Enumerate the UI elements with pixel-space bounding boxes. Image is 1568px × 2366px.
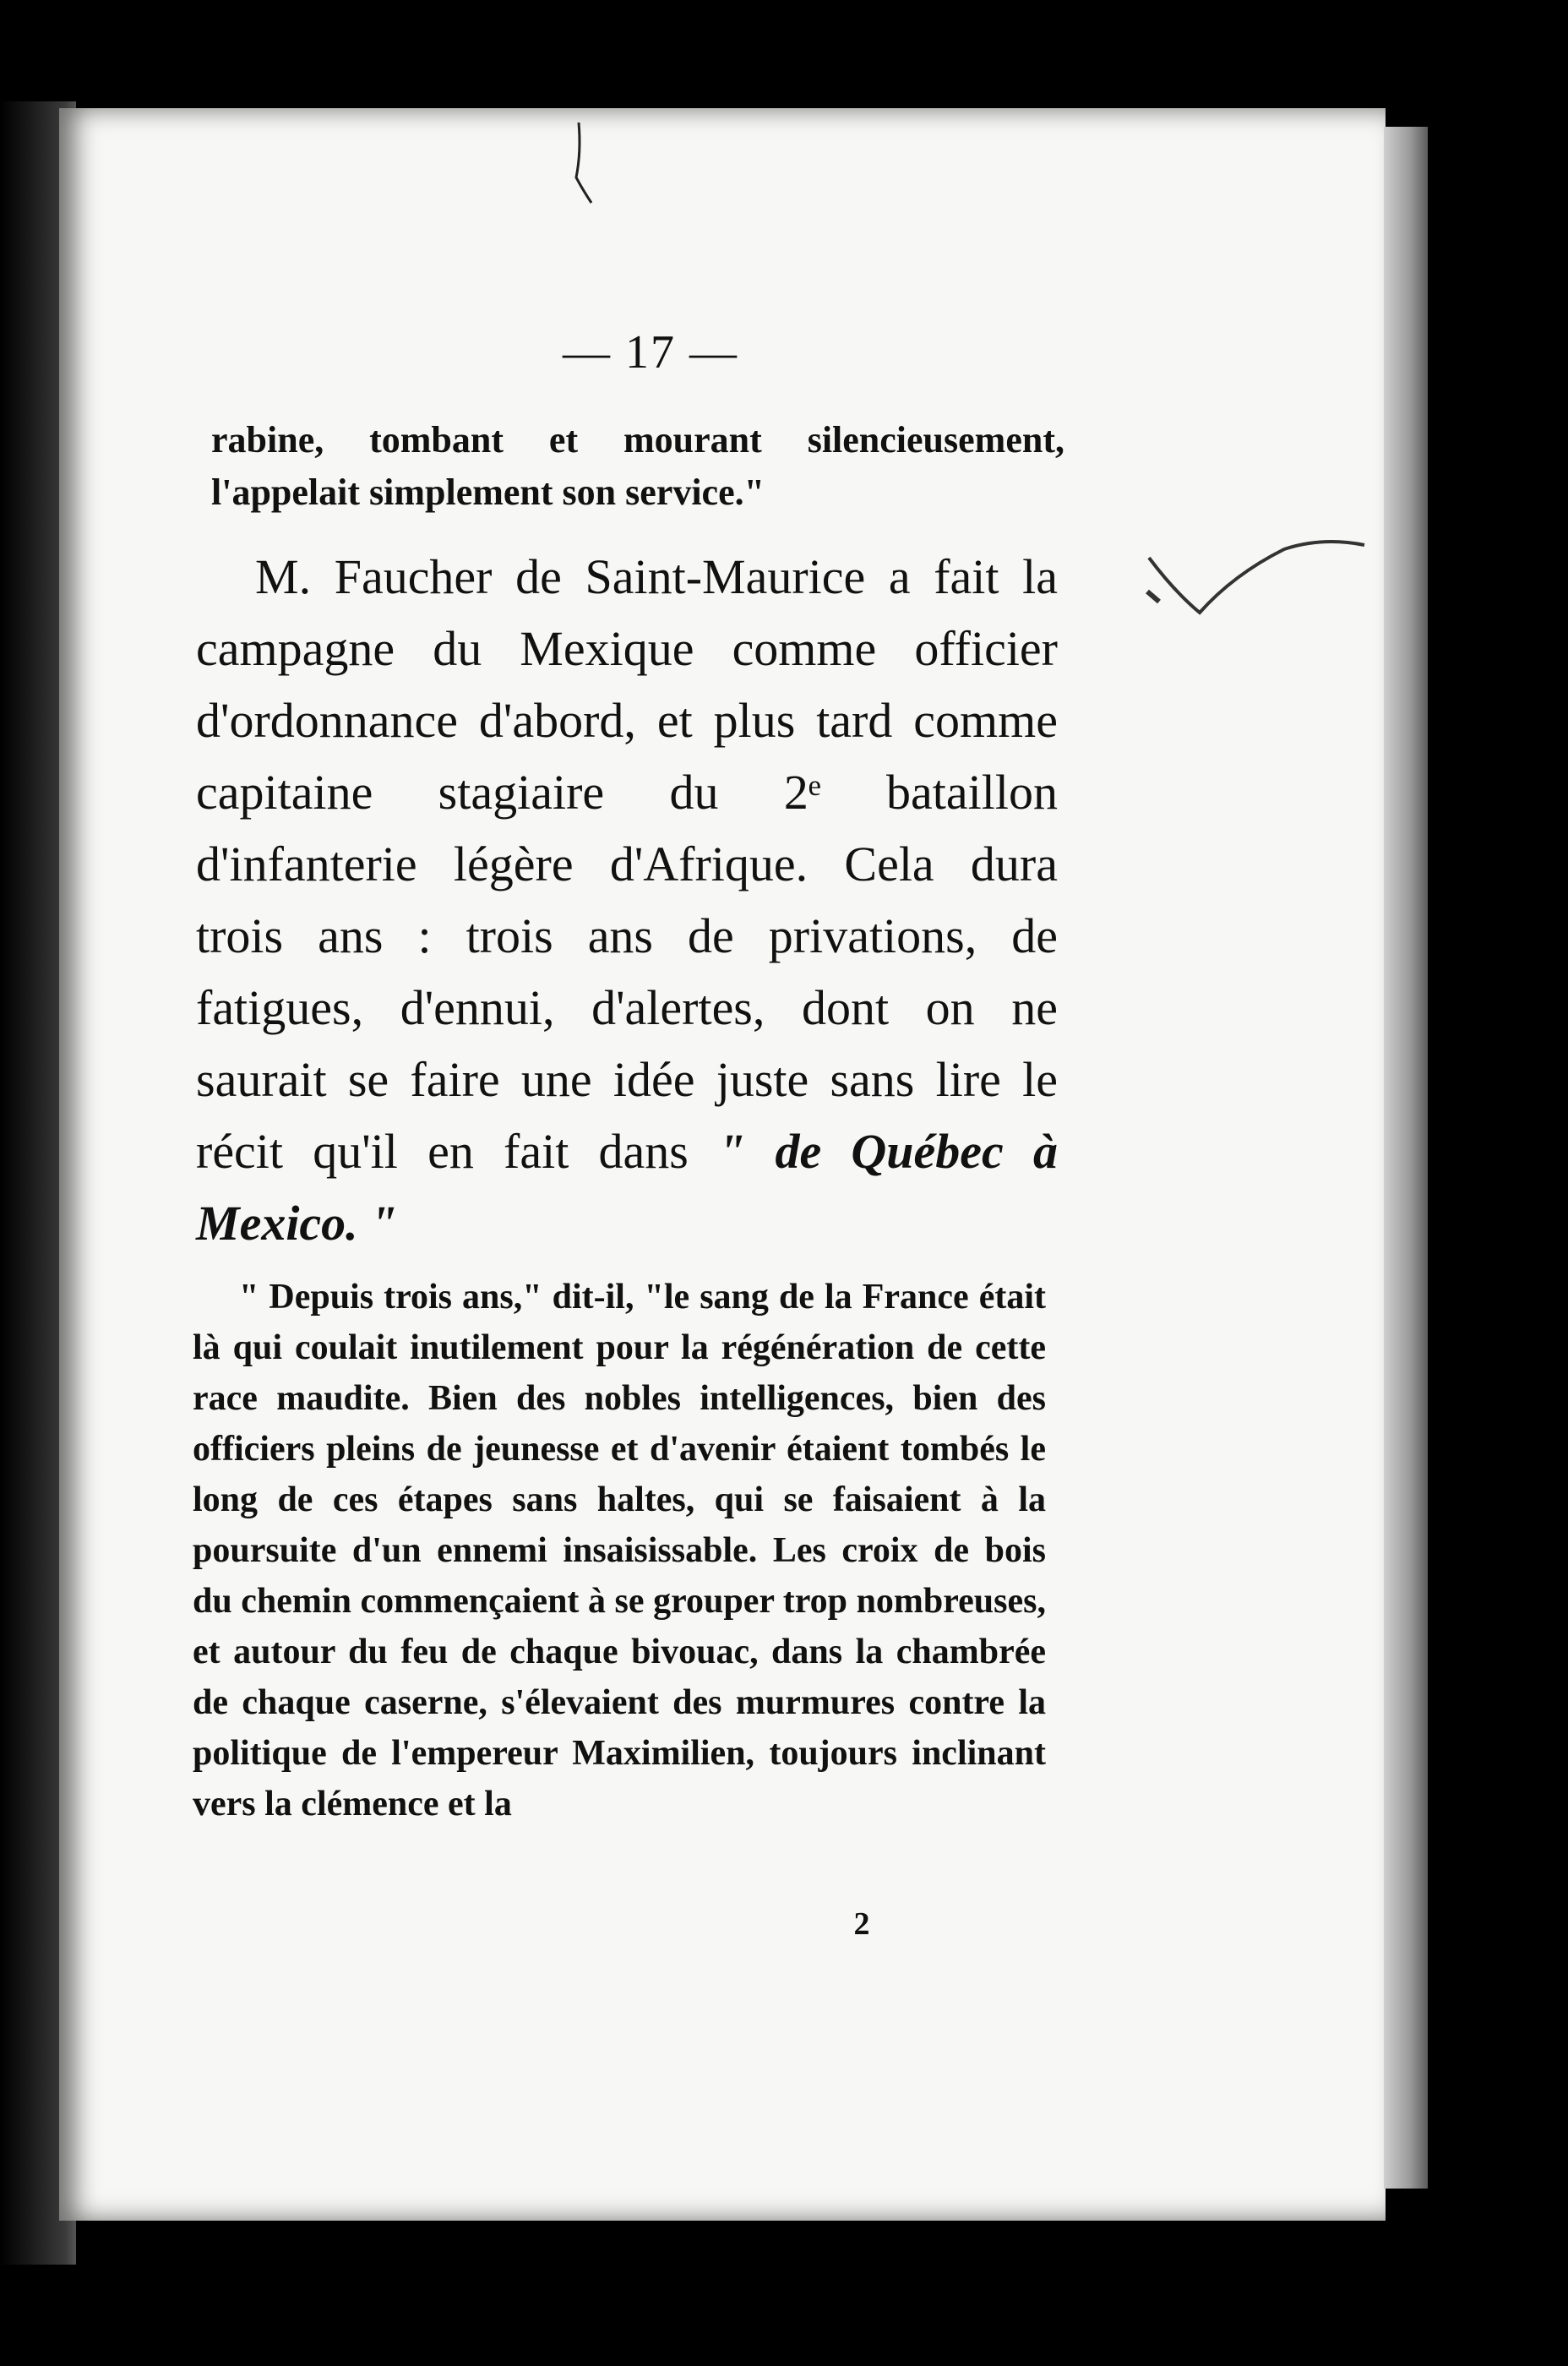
signature-mark: 2 (853, 1906, 870, 1942)
quoted-passage-text: " Depuis trois ans," dit-il, "le sang de la France était là qui coulait inutilement pour la régénération de cette race maudite. Bien des nobles intelligences, bien des officiers pleins de jeunesse et d'avenir étaient tombés le long de ces étapes sans haltes, qui se faisaient à la poursuite d'un ennemi insaisissable. Les croix de bois du chemin commençaient à se grouper trop nombreuses, et autour du feu de chaque bivouac, dans la chambrée de chaque caserne, s'élevaient des murmures contre la politique de l'empereur Maximilien, toujours inclinant vers la clémence et la (193, 1278, 1046, 1824)
book-title: " de Québec à Mexico. " (196, 1124, 1058, 1251)
page-edge (1384, 127, 1428, 2189)
quoted-passage (193, 1272, 1046, 1829)
page-number: — 17 — (563, 326, 738, 379)
quote-continuation: rabine, tombant et mourant silencieusement, l'appelait simplement son service." (211, 419, 1064, 513)
pencil-check-mark (1141, 532, 1377, 625)
main-paragraph-text: M. Faucher de Saint-Maurice a fait la campagne du Mexique comme officier d'ordonnance d'abord, et plus tard comme capitaine stagiaire du 2ᵉ bataillon d'infanterie légère d'Afrique. Cela dura trois ans : trois ans de privations, de fatigues, d'ennui, d'alertes, dont on ne saurait se faire une idée juste sans lire le récit qu'il en fait dans (196, 549, 1058, 1179)
main-paragraph (196, 541, 1058, 1259)
pen-stroke-mark (558, 118, 608, 211)
